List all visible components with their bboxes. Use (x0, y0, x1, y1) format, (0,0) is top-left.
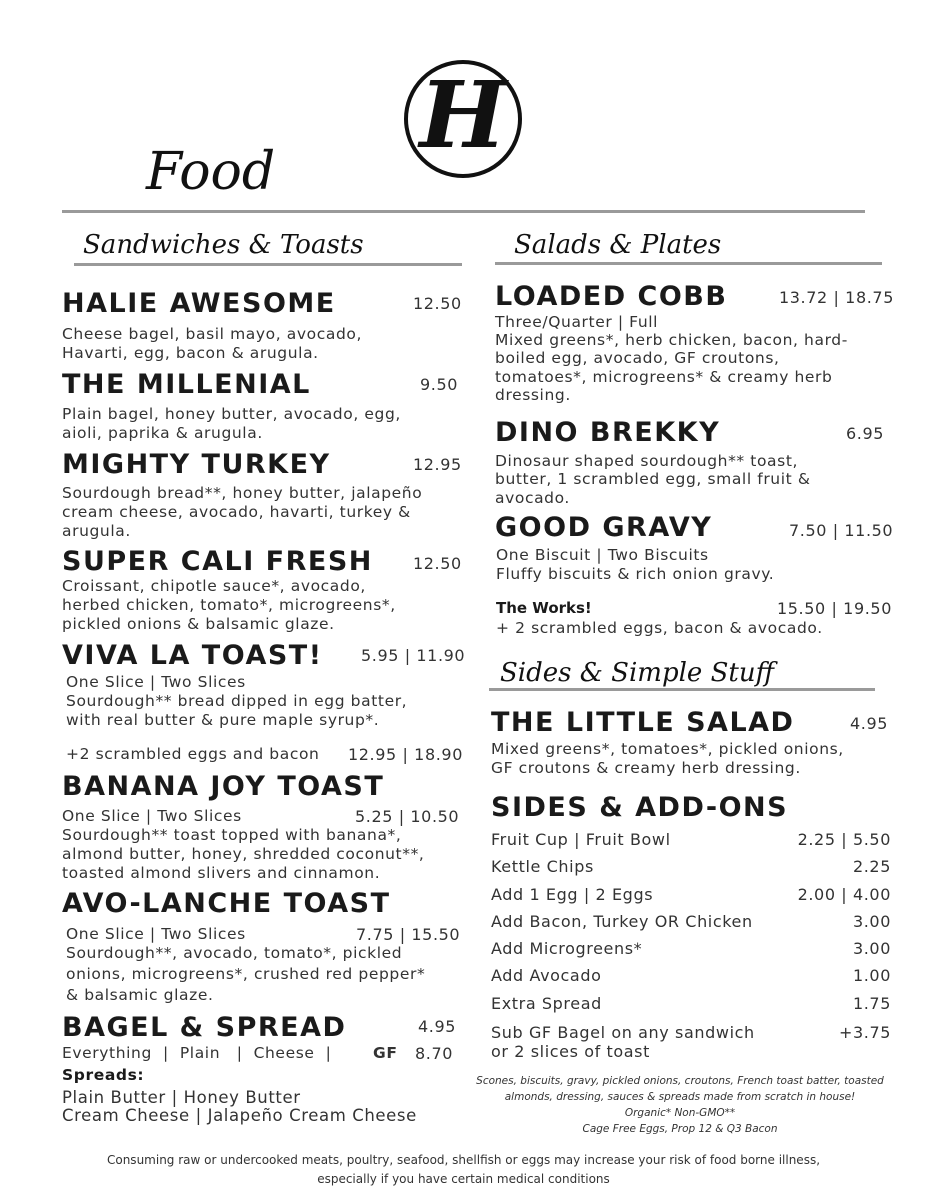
item-price: 13.72 | 18.75 (779, 288, 894, 307)
item-description: aioli, paprika & arugula. (62, 424, 263, 442)
item-price: 12.95 (413, 455, 462, 474)
logo (401, 57, 525, 181)
side-price: 1.75 (852, 994, 891, 1013)
item-name: LOADED COBB (495, 281, 728, 312)
spreads-list: Cream Cheese | Jalapeño Cream Cheese (62, 1106, 417, 1125)
section-divider (495, 262, 882, 265)
item-description: almond butter, honey, shredded coconut**, (62, 845, 425, 863)
item-description: & balsamic glaze. (66, 986, 214, 1004)
side-label: Add Avocado (491, 966, 602, 985)
disclaimer-line: especially if you have certain medical conditions (317, 1172, 610, 1186)
side-label: Fruit Cup | Fruit Bowl (491, 830, 671, 849)
side-price: 1.00 (852, 966, 891, 985)
item-price: 7.50 | 11.50 (789, 521, 894, 540)
side-label: Sub GF Bagel on any sandwich (491, 1023, 755, 1042)
item-description: Dinosaur shaped sourdough** toast, (495, 452, 799, 470)
disclaimer (0, 1151, 927, 1189)
notes-line: Organic* Non-GMO** (624, 1107, 736, 1119)
item-options: Everything | Plain | Cheese | (62, 1044, 332, 1062)
item-description: herbed chicken, tomato*, microgreens*, (62, 596, 396, 614)
title-divider (62, 210, 865, 213)
side-label: Add 1 Egg | 2 Eggs (491, 885, 654, 904)
item-description: Cheese bagel, basil mayo, avocado, (62, 325, 363, 343)
side-row (491, 830, 891, 849)
item-description: Fluffy biscuits & rich onion gravy. (496, 565, 775, 583)
item-name: MIGHTY TURKEY (62, 449, 331, 480)
disclaimer-line: Consuming raw or undercooked meats, poultry, seafood, shellfish or eggs may increase your risk of food borne illness, (106, 1153, 821, 1167)
item-description: butter, 1 scrambled egg, small fruit & (495, 470, 811, 488)
item-description: Sourdough** toast topped with banana*, (62, 826, 402, 844)
side-row (491, 994, 891, 1013)
works-label: The Works! (496, 599, 592, 617)
side-label: Kettle Chips (491, 857, 594, 876)
item-price: 5.25 | 10.50 (355, 807, 460, 826)
side-label: Extra Spread (491, 994, 602, 1013)
item-name: AVO-LANCHE TOAST (62, 888, 391, 919)
side-price: 3.00 (852, 912, 891, 931)
side-price: 2.00 | 4.00 (797, 885, 891, 904)
item-description: Havarti, egg, bacon & arugula. (62, 344, 319, 362)
works-description: + 2 scrambled eggs, bacon & avocado. (496, 619, 823, 637)
item-description: cream cheese, avocado, havarti, turkey & (62, 503, 411, 521)
item-description: with real butter & pure maple syrup*. (66, 711, 380, 729)
section-heading-salads: Salads & Plates (514, 230, 722, 260)
section-heading-sandwiches: Sandwiches & Toasts (83, 230, 364, 260)
item-description: toasted almond slivers and cinnamon. (62, 864, 381, 882)
notes-line: almonds, dressing, sauces & spreads made from scratch in house! (504, 1091, 856, 1103)
item-description: tomatoes*, microgreens* & creamy herb (495, 368, 833, 386)
item-name: SUPER CALI FRESH (62, 546, 373, 577)
item-sizes: One Slice | Two Slices (62, 807, 242, 825)
logo-letter: H (419, 61, 507, 169)
item-price: 6.95 (846, 424, 885, 443)
side-row (491, 1023, 891, 1042)
item-name: VIVA LA TOAST! (62, 640, 323, 671)
side-price: 2.25 | 5.50 (797, 830, 891, 849)
item-price: 9.50 (420, 375, 459, 394)
section-heading-sides: Sides & Simple Stuff (500, 658, 774, 688)
notes-line: Scones, biscuits, gravy, pickled onions, croutons, French toast batter, toasted (476, 1075, 884, 1087)
item-description: Sourdough** bread dipped in egg batter, (66, 692, 408, 710)
item-price: 4.95 (418, 1017, 457, 1036)
item-description: onions, microgreens*, crushed red pepper* (66, 965, 426, 983)
item-addon: +2 scrambled eggs and bacon (66, 745, 320, 763)
notes-line: Cage Free Eggs, Prop 12 & Q3 Bacon (582, 1123, 778, 1135)
item-price: 5.95 | 11.90 (361, 646, 466, 665)
item-price: 4.95 (850, 714, 889, 733)
item-price: 7.75 | 15.50 (356, 925, 461, 944)
spreads-list: Plain Butter | Honey Butter (62, 1088, 301, 1107)
side-label: Add Bacon, Turkey OR Chicken (491, 912, 753, 931)
item-name: BANANA JOY TOAST (62, 771, 385, 802)
spreads-label: Spreads: (62, 1066, 145, 1084)
item-description: Mixed greens*, tomatoes*, pickled onions, (491, 740, 844, 758)
section-divider (489, 688, 875, 691)
item-price: 12.50 (413, 554, 462, 573)
gf-label: GF (373, 1044, 398, 1062)
side-label: or 2 slices of toast (491, 1042, 650, 1061)
item-description: Sourdough**, avocado, tomato*, pickled (66, 944, 403, 962)
item-sizes: Three/Quarter | Full (495, 313, 659, 331)
item-description: arugula. (62, 522, 131, 540)
side-row (491, 912, 891, 931)
side-row (491, 939, 891, 958)
side-price: +3.75 (838, 1023, 891, 1042)
item-description: GF croutons & creamy herb dressing. (491, 759, 801, 777)
item-sizes: One Slice | Two Slices (66, 673, 246, 691)
sides-title: SIDES & ADD-ONS (491, 792, 789, 823)
item-name: GOOD GRAVY (495, 512, 713, 543)
item-name: BAGEL & SPREAD (62, 1012, 347, 1043)
item-description: Croissant, chipotle sauce*, avocado, (62, 577, 366, 595)
item-name: HALIE AWESOME (62, 288, 336, 319)
side-label: Add Microgreens* (491, 939, 643, 958)
item-description: Sourdough bread**, honey butter, jalapeño (62, 484, 423, 502)
side-price: 2.25 (852, 857, 891, 876)
item-name: DINO BREKKY (495, 417, 721, 448)
item-addon-price: 12.95 | 18.90 (348, 745, 463, 764)
page-title: Food (146, 142, 276, 202)
item-sizes: One Biscuit | Two Biscuits (496, 546, 709, 564)
item-description: pickled onions & balsamic glaze. (62, 615, 335, 633)
item-description: Plain bagel, honey butter, avocado, egg, (62, 405, 401, 423)
section-divider (74, 263, 462, 266)
item-description: dressing. (495, 386, 571, 404)
item-name: THE MILLENIAL (62, 369, 311, 400)
side-row (491, 966, 891, 985)
item-sizes: One Slice | Two Slices (66, 925, 246, 943)
side-row (491, 857, 891, 876)
item-description: avocado. (495, 489, 570, 507)
item-name: THE LITTLE SALAD (491, 707, 795, 738)
item-description: boiled egg, avocado, GF croutons, (495, 349, 780, 367)
item-description: Mixed greens*, herb chicken, bacon, hard- (495, 331, 848, 349)
side-row (491, 885, 891, 904)
side-row-continued (491, 1042, 891, 1061)
works-price: 15.50 | 19.50 (777, 599, 892, 618)
side-price: 3.00 (852, 939, 891, 958)
gf-price: 8.70 (415, 1044, 454, 1063)
item-price: 12.50 (413, 294, 462, 313)
notes (470, 1073, 890, 1137)
